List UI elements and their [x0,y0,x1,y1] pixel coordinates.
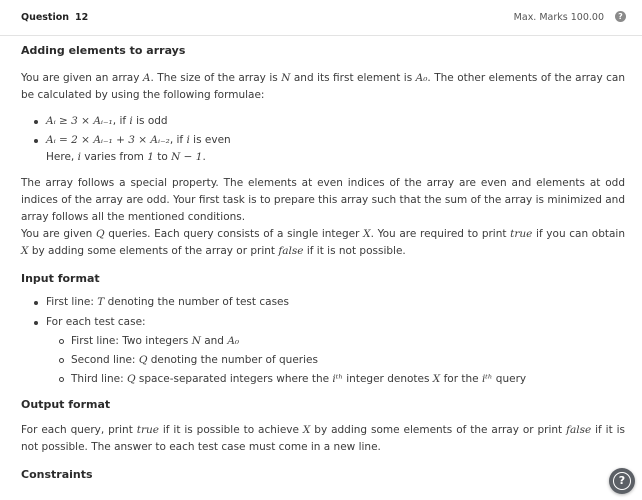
test-case-second-line: Second line: Q denoting the number of queries [46,352,625,369]
input-format-heading: Input format [21,272,100,285]
problem-statement [21,36,625,482]
queries-paragraph: You are given Q queries. Each query consists of a single integer X. You are required to print true if you can obtain X by adding some elements of the array or print false if it is not possible. [21,228,625,257]
formula-list [21,113,625,149]
output-paragraph: For each query, print true if it is possible to achieve X by adding some elements of the array or print false if it is not possible. The answer to each test case must come in a new line. [21,424,625,453]
input-each-test-case: For each test case: First line: Two integers N and A₀ Second line: Q denoting the number of queries Third line: Q space-separated integers where the iᵗʰ integer denotes X for the iᵗʰ query [21,314,625,388]
question-circle-icon: ? [613,472,631,490]
test-case-first-line: First line: Two integers N and A₀ [46,333,625,350]
question-number-label: Question 12 [21,12,89,23]
test-case-third-line: Third line: Q space-separated integers where the iᵗʰ integer denotes X for the iᵗʰ query [46,371,625,388]
index-note: Here, i varies from 1 to N − 1. [46,151,206,163]
help-button[interactable] [609,468,635,494]
constraints-heading: Constraints [21,468,93,481]
intro-paragraph: You are given an array A. The size of the array is N and its first element is A₀. The other elements of the array can be calculated by using the following formulae: [21,72,625,101]
input-first-line: First line: T denoting the number of test cases [21,294,625,311]
test-case-lines [46,333,625,388]
max-marks: Max. Marks 100.00 [513,12,604,23]
problem-title: Adding elements to arrays [21,44,186,57]
input-format-list [21,294,625,388]
question-header [0,0,642,36]
formula-odd: Aᵢ ≥ 3 × Aᵢ₋₁, if i is odd [21,113,625,130]
question-circle-icon[interactable]: ? [615,11,626,22]
formula-even: Aᵢ = 2 × Aᵢ₋₁ + 3 × Aᵢ₋₂, if i is even [21,132,625,149]
property-paragraph: The array follows a special property. The elements at even indices of the array are even and elements at odd indices of the array are odd. Your first task is to prepare this array such that the sum of the array is minimized and array follows all the mentioned conditions. [21,177,625,223]
output-format-heading: Output format [21,398,111,411]
